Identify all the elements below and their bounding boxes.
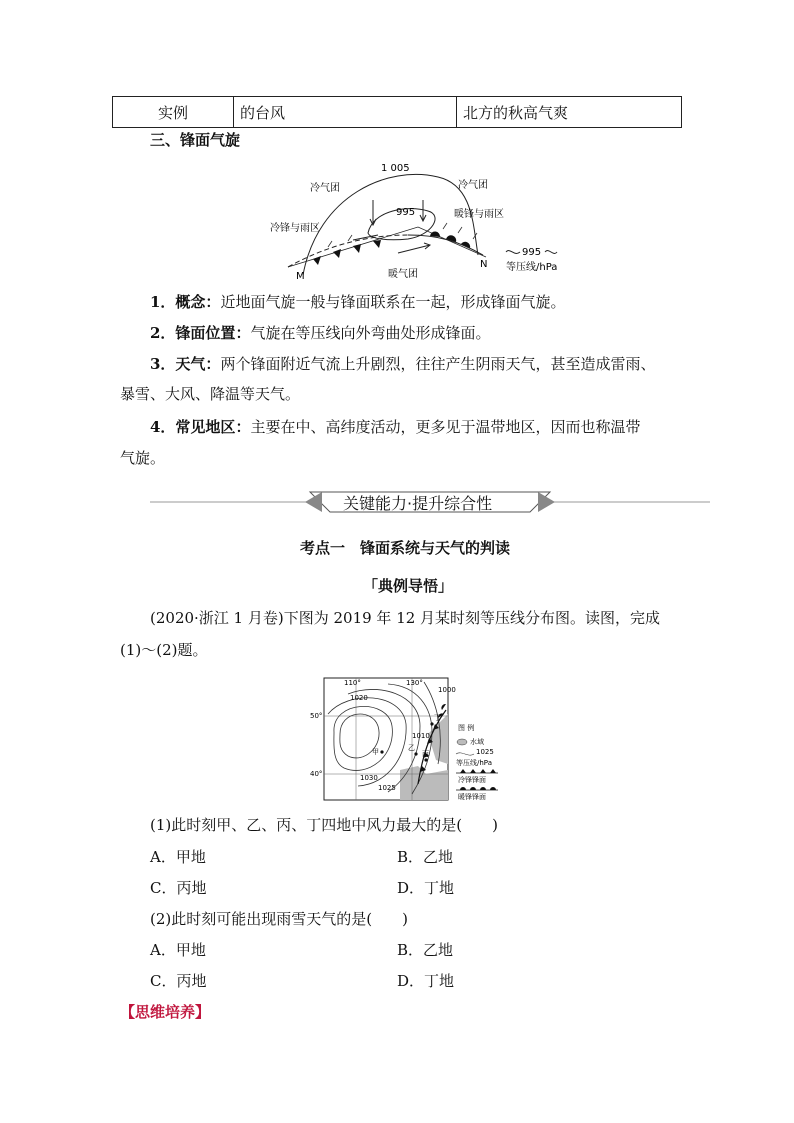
cold-mass-right: 冷气团 — [458, 180, 488, 191]
isobar-1000: 1000 — [438, 686, 456, 694]
lon-label-130: 130° — [406, 679, 423, 687]
point-2: 2．锋面位置：气旋在等压线向外弯曲处形成锋面。 — [150, 324, 491, 342]
q1-option-a[interactable]: A．甲地 — [150, 848, 206, 866]
kaodian-subtitle: 「典例导悟」 — [363, 577, 454, 595]
q2-option-c[interactable]: C．丙地 — [150, 972, 207, 990]
point-n: N — [480, 259, 488, 270]
comparison-table-row — [112, 96, 682, 128]
question-1-stem: (1)此时刻甲、乙、丙、丁四地中风力最大的是( ) — [150, 816, 498, 834]
question-intro-line1: (2020·浙江 1 月卷)下图为 2019 年 12 月某时刻等压线分布图。读图，完成 — [150, 609, 661, 627]
q1-option-b[interactable]: B．乙地 — [397, 848, 454, 866]
table-cell-example: 实例 — [113, 97, 234, 128]
frontal-cyclone-diagram — [258, 155, 568, 285]
cold-mass-left: 冷气团 — [310, 183, 340, 194]
legend-label: 等压线/hPa — [506, 262, 558, 273]
question-2-stem: (2)此时刻可能出现雨雪天气的是( ) — [150, 910, 408, 928]
section-heading: 三、锋面气旋 — [150, 131, 241, 149]
point-3-cont: 暴雪、大风、降温等天气。 — [120, 385, 301, 403]
map-legend-cold: 冷锋锋面 — [458, 776, 486, 784]
place-yi: 乙 — [408, 744, 415, 752]
point-m: M — [296, 271, 305, 282]
map-legend-water: 水域 — [470, 738, 484, 746]
kaodian-title: 考点一 锋面系统与天气的判读 — [300, 539, 511, 557]
isobar-1025: 1025 — [378, 784, 396, 792]
isobar-1010: 1010 — [412, 732, 430, 740]
lat-label-50: 50° — [310, 712, 323, 720]
place-ding: 丁 — [434, 714, 441, 722]
q2-option-b[interactable]: B．乙地 — [397, 941, 454, 959]
lon-label-110: 110° — [344, 679, 361, 687]
q1-option-c[interactable]: C．丙地 — [150, 879, 207, 897]
warm-front-rain-label: 暖锋与雨区 — [454, 209, 504, 220]
thinking-label: 【思维培养】 — [120, 1003, 211, 1021]
map-legend-title: 图 例 — [458, 724, 475, 732]
cold-front-rain-label: 冷锋与雨区 — [270, 223, 320, 234]
table-cell-autumn: 北方的秋高气爽 — [457, 97, 682, 128]
point-1: 1．概念：近地面气旋一般与锋面联系在一起，形成锋面气旋。 — [150, 293, 566, 311]
lat-label-40: 40° — [310, 770, 323, 778]
warm-front-line — [408, 235, 483, 255]
banner-title: 关键能力·提升综合性 — [343, 494, 493, 513]
legend-isobar-icon — [506, 251, 520, 254]
table-row — [113, 97, 682, 128]
isobar-1030: 1030 — [360, 774, 378, 782]
question-intro-line2: (1)～(2)题。 — [120, 641, 208, 659]
table-cell-typhoon: 的台风 — [234, 97, 457, 128]
isobar-map — [308, 674, 504, 804]
isobar-label-inner: 995 — [396, 207, 416, 218]
place-jia: 甲 — [372, 748, 379, 756]
point-4: 4．常见地区：主要在中、高纬度活动，更多见于温带地区，因而也称温带 — [150, 418, 641, 436]
map-legend-iso: 等压线/hPa — [456, 759, 492, 767]
isobar-1020: 1020 — [350, 694, 368, 702]
legend-value: 995 — [522, 247, 542, 258]
warm-mass-label: 暖气团 — [388, 269, 418, 280]
legend-isobar-icon — [545, 251, 557, 254]
point-4-cont: 气旋。 — [120, 449, 166, 467]
q2-option-a[interactable]: A．甲地 — [150, 941, 206, 959]
q1-option-d[interactable]: D．丁地 — [397, 879, 455, 897]
map-legend-iso-value: 1025 — [476, 748, 494, 756]
place-bing: 丙 — [422, 750, 429, 758]
map-legend-warm: 暖锋锋面 — [458, 793, 486, 801]
q2-option-d[interactable]: D．丁地 — [397, 972, 455, 990]
isobar-label-outer: 1 005 — [381, 163, 410, 174]
point-3: 3．天气：两个锋面附近气流上升剧烈，往往产生阴雨天气，甚至造成雷雨、 — [150, 355, 656, 373]
